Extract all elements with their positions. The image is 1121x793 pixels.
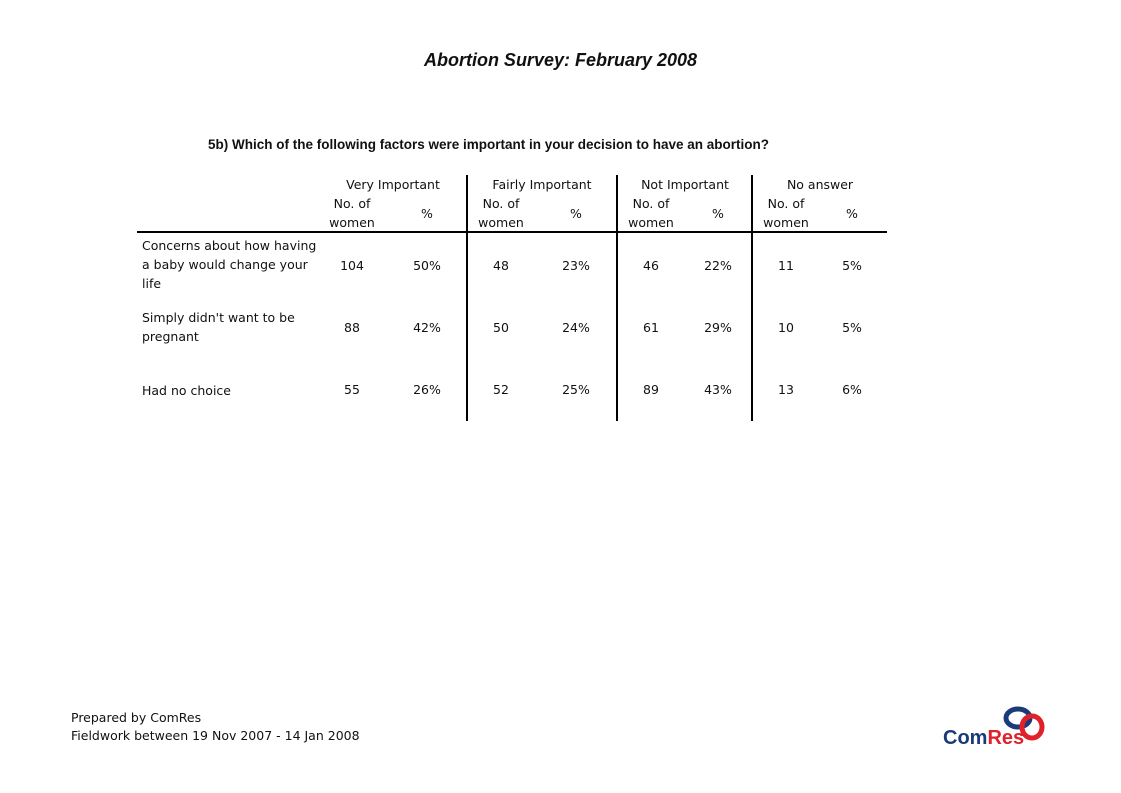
percent-cell: 24% (562, 320, 590, 335)
percent-cell: 6% (842, 382, 862, 397)
percent-cell: 42% (413, 320, 441, 335)
percent-cell: 5% (842, 320, 862, 335)
percent-cell: 43% (704, 382, 732, 397)
comres-logo (940, 705, 1055, 750)
percent-header: % (421, 206, 433, 221)
percent-header: % (570, 206, 582, 221)
column-divider (466, 175, 468, 421)
count-header-line1: No. of (767, 196, 805, 211)
count-cell: 61 (643, 320, 659, 335)
footer-prepared-by: Prepared by ComRes (71, 710, 202, 725)
percent-cell: 50% (413, 258, 441, 273)
count-cell: 10 (778, 320, 794, 335)
row-label: Simply didn't want to be pregnant (142, 310, 295, 344)
group-header: Very Important (346, 177, 440, 192)
footer-fieldwork: Fieldwork between 19 Nov 2007 - 14 Jan 2008 (71, 728, 360, 743)
percent-cell: 25% (562, 382, 590, 397)
count-cell: 88 (344, 320, 360, 335)
group-header: Not Important (641, 177, 729, 192)
percent-cell: 22% (704, 258, 732, 273)
group-header: Fairly Important (492, 177, 592, 192)
count-cell: 46 (643, 258, 659, 273)
column-divider (751, 175, 753, 421)
row-label: Concerns about how having a baby would change your life (142, 238, 317, 291)
row-label: Had no choice (142, 383, 231, 398)
group-header: No answer (786, 177, 854, 192)
column-divider (616, 175, 618, 421)
percent-header: % (712, 206, 724, 221)
count-cell: 50 (493, 320, 509, 335)
header-rule (137, 231, 887, 233)
question-text: 5b) Which of the following factors were important in your decision to have an abortion? (208, 137, 770, 152)
count-cell: 89 (643, 382, 659, 397)
percent-header: % (846, 206, 858, 221)
count-cell: 55 (344, 382, 360, 397)
count-header-line1: No. of (482, 196, 520, 211)
count-header-line2: women (478, 215, 524, 230)
count-header-line1: No. of (333, 196, 371, 211)
count-header-line2: women (628, 215, 674, 230)
count-cell: 13 (778, 382, 794, 397)
percent-cell: 29% (704, 320, 732, 335)
count-header-line1: No. of (632, 196, 670, 211)
count-cell: 11 (778, 258, 794, 273)
svg-text:ComRes: ComRes (943, 727, 1025, 749)
count-header-line2: women (329, 215, 375, 230)
count-cell: 52 (493, 382, 509, 397)
count-header-line2: women (763, 215, 809, 230)
count-cell: 104 (340, 258, 364, 273)
count-cell: 48 (493, 258, 509, 273)
percent-cell: 23% (562, 258, 590, 273)
page-title: Abortion Survey: February 2008 (423, 50, 698, 70)
percent-cell: 26% (413, 382, 441, 397)
percent-cell: 5% (842, 258, 862, 273)
